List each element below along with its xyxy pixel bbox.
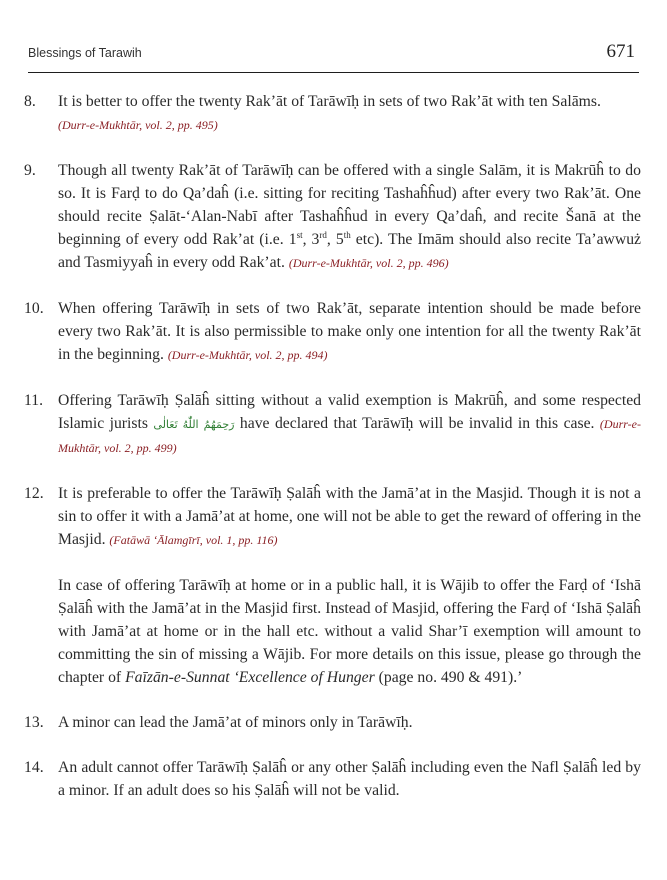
reference-citation: (Durr-e-Mukhtār, vol. 2, pp. 495) [58,118,218,132]
list-item [24,389,641,460]
item-number: 8. [24,93,36,110]
list-item [24,159,641,275]
ordinal-suffix: rd [319,229,327,240]
ordinal-suffix: st [296,229,303,240]
reference-citation: (Durr-e-Mukhtār, vol. 2, pp. 496) [288,256,449,270]
item-number: 13. [24,714,44,731]
item-text [58,159,641,275]
ordinal-suffix: th [343,229,351,240]
item-number: 11. [24,392,44,409]
page-header [28,40,639,73]
item-content-separator: , 3 [302,231,320,248]
list-item [24,482,641,689]
item-content: It is preferable to offer the Tarāwīḥ Ṣalāĥ with the Jamā’at in the Masjid. Though it is not a sin to offer it with a Jamā’at at home, one will not be able to get the reward of offering in the Masjid. [58,485,641,548]
item-content: In case of offering Tarāwīḥ at home or in a public hall, it is Wājib to offer the Farḍ of ‘Ishā Ṣalāĥ with the Jamā’at in the Masjid first. Instead of Masjid, offering the Farḍ of ‘Ishā Ṣalāĥ with Jamā’at at home or in the hall etc. without a valid Shar’ī exemption will amount to committing the sin of missing a Wājib. For more details on this issue, please go through the chapter of [58,577,641,686]
paragraph [58,574,641,689]
item-text [58,389,641,460]
item-content-continued: have declared that Tarāwīḥ will be invalid in this case. [239,415,595,432]
page-body [24,90,641,824]
item-content: When offering Tarāwīḥ in sets of two Rak’āt, separate intention should be made before every two Rak’āt. It is also permissible to make only one intention for all the twenty Rak’āt in the beginning. [58,300,641,363]
list-item [24,297,641,367]
paragraph [58,482,641,552]
item-content: A minor can lead the Jamā’at of minors only in Tarāwīḥ. [58,714,413,731]
page-number: 671 [606,41,635,62]
item-content: Offering Tarāwīḥ Ṣalāĥ sitting without a valid exemption is Makrūĥ, and some respected Islamic jurists [58,392,641,432]
arabic-honorific: رَحِمَهُمُ اللّٰهُ تَعَالٰى [153,418,235,431]
reference-citation: (Fatāwā ‘Ālamgīrī, vol. 1, pp. 116) [109,533,278,547]
item-text [58,756,641,802]
item-number: 12. [24,485,44,502]
item-content: It is better to offer the twenty Rak’āt of Tarāwīḥ in sets of two Rak’āt with ten Salāms. [58,93,601,110]
item-text [58,482,641,689]
item-number: 9. [24,162,36,179]
item-content: Though all twenty Rak’āt of Tarāwīḥ can be offered with a single Salām, it is Makrūĥ to do so. It is Farḍ to do Qa’daĥ (i.e. sitting for reciting Tashaĥĥud) after every two Rak’āt. One should recite Ṣalāt-‘Alan-Nabī after Tashaĥĥud in every Qa’daĥ, and recite Šanā at the beginning of every odd Rak’at (i.e. 1 [58,162,641,248]
item-content-separator: , 5 [326,231,344,248]
reference-citation: (Durr-e-Mukhtār, vol. 2, pp. 499) [58,417,642,455]
item-content-continued: (page no. 490 & 491).’ [378,669,523,686]
chapter-title: ‘Excellence of Hunger [233,669,375,686]
item-text [58,90,641,137]
item-text [58,297,641,367]
item-number: 10. [24,300,44,317]
item-number: 14. [24,759,44,776]
list-item [24,756,641,802]
list-item [24,90,641,137]
list-item [24,711,641,734]
item-text [58,711,641,734]
item-content: An adult cannot offer Tarāwīḥ Ṣalāĥ or any other Ṣalāĥ including even the Nafl Ṣalāĥ led by a minor. If an adult does so his Ṣalāĥ will not be valid. [58,759,641,799]
running-title: Blessings of Tarawih [28,46,142,60]
item-content-continued: etc). The Imām should also recite Ta’awwuż and Tasmiyyaĥ in every odd Rak’at. [58,231,642,271]
reference-citation: (Durr-e-Mukhtār, vol. 2, pp. 494) [167,348,328,362]
book-title: Faīzān-e-Sunnat [125,669,230,686]
